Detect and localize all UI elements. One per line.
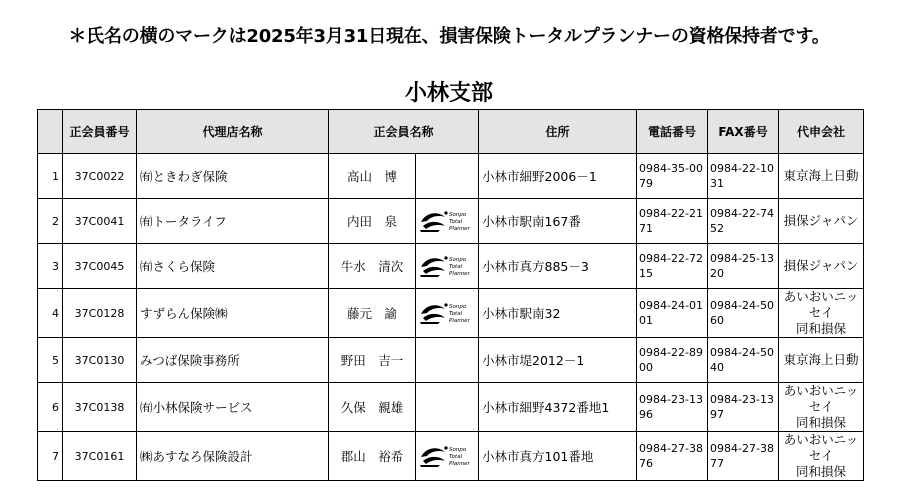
table-row (38, 338, 864, 383)
table-row (38, 199, 864, 244)
agency-name: ㈲ときわぎ保険 (137, 154, 329, 199)
row-number: 6 (38, 383, 63, 432)
insurer-line: 同和損保 (796, 464, 847, 479)
insurer-line: 東京海上日動 (783, 352, 859, 367)
table-header-row (38, 110, 864, 154)
fax-number: 0984-24-5040 (708, 338, 779, 383)
phone-number: 0984-35-0079 (637, 154, 708, 199)
agency-name: ㈱あすなろ保険設計 (137, 432, 329, 481)
insurer-line: 同和損保 (796, 415, 847, 430)
insurer (779, 199, 864, 244)
member-number: 37C0138 (63, 383, 137, 432)
row-number: 1 (38, 154, 63, 199)
sonpo-total-planner-logo-icon (418, 300, 476, 326)
member-name: 藤元 諭 (329, 289, 416, 338)
address: 小林市細野4372番地1 (479, 383, 637, 432)
header-tel: 電話番号 (637, 110, 708, 154)
address: 小林市駅南167番 (479, 199, 637, 244)
phone-number: 0984-27-3876 (637, 432, 708, 481)
address: 小林市堤2012－1 (479, 338, 637, 383)
planner-mark-cell (416, 289, 479, 338)
insurer (779, 154, 864, 199)
member-name: 郡山 裕希 (329, 432, 416, 481)
row-number: 2 (38, 199, 63, 244)
insurer-line: 同和損保 (796, 321, 847, 336)
header-no (38, 110, 63, 154)
phone-number: 0984-23-1396 (637, 383, 708, 432)
insurer-line: あいおいニッセイ (783, 432, 859, 463)
insurer-line: 損保ジャパン (783, 258, 859, 273)
branch-title: 小林支部 (404, 81, 493, 106)
svg-text:Planner: Planner (449, 226, 470, 232)
table-row (38, 244, 864, 289)
fax-number: 0984-27-3877 (708, 432, 779, 481)
table-body (38, 154, 864, 481)
insurer (779, 289, 864, 338)
planner-mark-cell (416, 432, 479, 481)
agency-name: すずらん保険㈱ (137, 289, 329, 338)
header-address: 住所 (479, 110, 637, 154)
sonpo-total-planner-logo-icon (418, 443, 476, 469)
address: 小林市細野2006－1 (479, 154, 637, 199)
member-name: 野田 吉一 (329, 338, 416, 383)
svg-text:Sonpo: Sonpo (449, 257, 467, 263)
address: 小林市真方885－3 (479, 244, 637, 289)
svg-text:Sonpo: Sonpo (449, 447, 467, 453)
sonpo-total-planner-logo-icon (418, 208, 476, 234)
insurer (779, 244, 864, 289)
member-number: 37C0130 (63, 338, 137, 383)
svg-text:Total: Total (449, 219, 463, 225)
header-member-name: 正会員名称 (329, 110, 479, 154)
row-number: 7 (38, 432, 63, 481)
header-member-no: 正会員番号 (63, 110, 137, 154)
svg-text:Total: Total (449, 264, 463, 270)
svg-text:Sonpo: Sonpo (449, 212, 467, 218)
planner-mark-cell (416, 244, 479, 289)
member-number: 37C0041 (63, 199, 137, 244)
row-number: 3 (38, 244, 63, 289)
header-fax: FAX番号 (708, 110, 779, 154)
member-number: 37C0045 (63, 244, 137, 289)
insurer-line: 損保ジャパン (783, 213, 859, 228)
planner-mark-cell (416, 154, 479, 199)
address: 小林市真方101番地 (479, 432, 637, 481)
insurer-line: あいおいニッセイ (783, 289, 859, 320)
planner-mark-cell (416, 383, 479, 432)
table-row (38, 154, 864, 199)
svg-text:Total: Total (449, 311, 463, 317)
fax-number: 0984-22-1031 (708, 154, 779, 199)
member-number: 37C0128 (63, 289, 137, 338)
phone-number: 0984-22-8900 (637, 338, 708, 383)
qualification-notice: ＊氏名の横のマークは2025年3月31日現在、損害保険トータルプランナーの資格保持者です。 (68, 26, 830, 47)
member-name: 内田 泉 (329, 199, 416, 244)
table-row (38, 289, 864, 338)
member-number: 37C0161 (63, 432, 137, 481)
phone-number: 0984-24-0101 (637, 289, 708, 338)
fax-number: 0984-24-5060 (708, 289, 779, 338)
table-row (38, 432, 864, 481)
agency-name: ㈲トータライフ (137, 199, 329, 244)
insurer (779, 338, 864, 383)
fax-number: 0984-25-1320 (708, 244, 779, 289)
insurer (779, 383, 864, 432)
member-name: 久保 親雄 (329, 383, 416, 432)
svg-text:Planner: Planner (449, 318, 470, 324)
member-number: 37C0022 (63, 154, 137, 199)
planner-mark-cell (416, 338, 479, 383)
member-name: 高山 博 (329, 154, 416, 199)
fax-number: 0984-22-7452 (708, 199, 779, 244)
row-number: 5 (38, 338, 63, 383)
agency-name: ㈲さくら保険 (137, 244, 329, 289)
agency-table (37, 109, 864, 481)
insurer (779, 432, 864, 481)
phone-number: 0984-22-7215 (637, 244, 708, 289)
table-row (38, 383, 864, 432)
sonpo-total-planner-logo-icon (418, 253, 476, 279)
address: 小林市駅南32 (479, 289, 637, 338)
row-number: 4 (38, 289, 63, 338)
member-name: 牛水 清次 (329, 244, 416, 289)
insurer-line: あいおいニッセイ (783, 383, 859, 414)
header-insurer: 代申会社 (779, 110, 864, 154)
header-agency: 代理店名称 (137, 110, 329, 154)
svg-text:Planner: Planner (449, 461, 470, 467)
agency-name: ㈲小林保険サービス (137, 383, 329, 432)
phone-number: 0984-22-2171 (637, 199, 708, 244)
agency-name: みつば保険事務所 (137, 338, 329, 383)
svg-text:Planner: Planner (449, 271, 470, 277)
planner-mark-cell (416, 199, 479, 244)
insurer-line: 東京海上日動 (783, 168, 859, 183)
svg-text:Total: Total (449, 454, 463, 460)
svg-text:Sonpo: Sonpo (449, 304, 467, 310)
fax-number: 0984-23-1397 (708, 383, 779, 432)
